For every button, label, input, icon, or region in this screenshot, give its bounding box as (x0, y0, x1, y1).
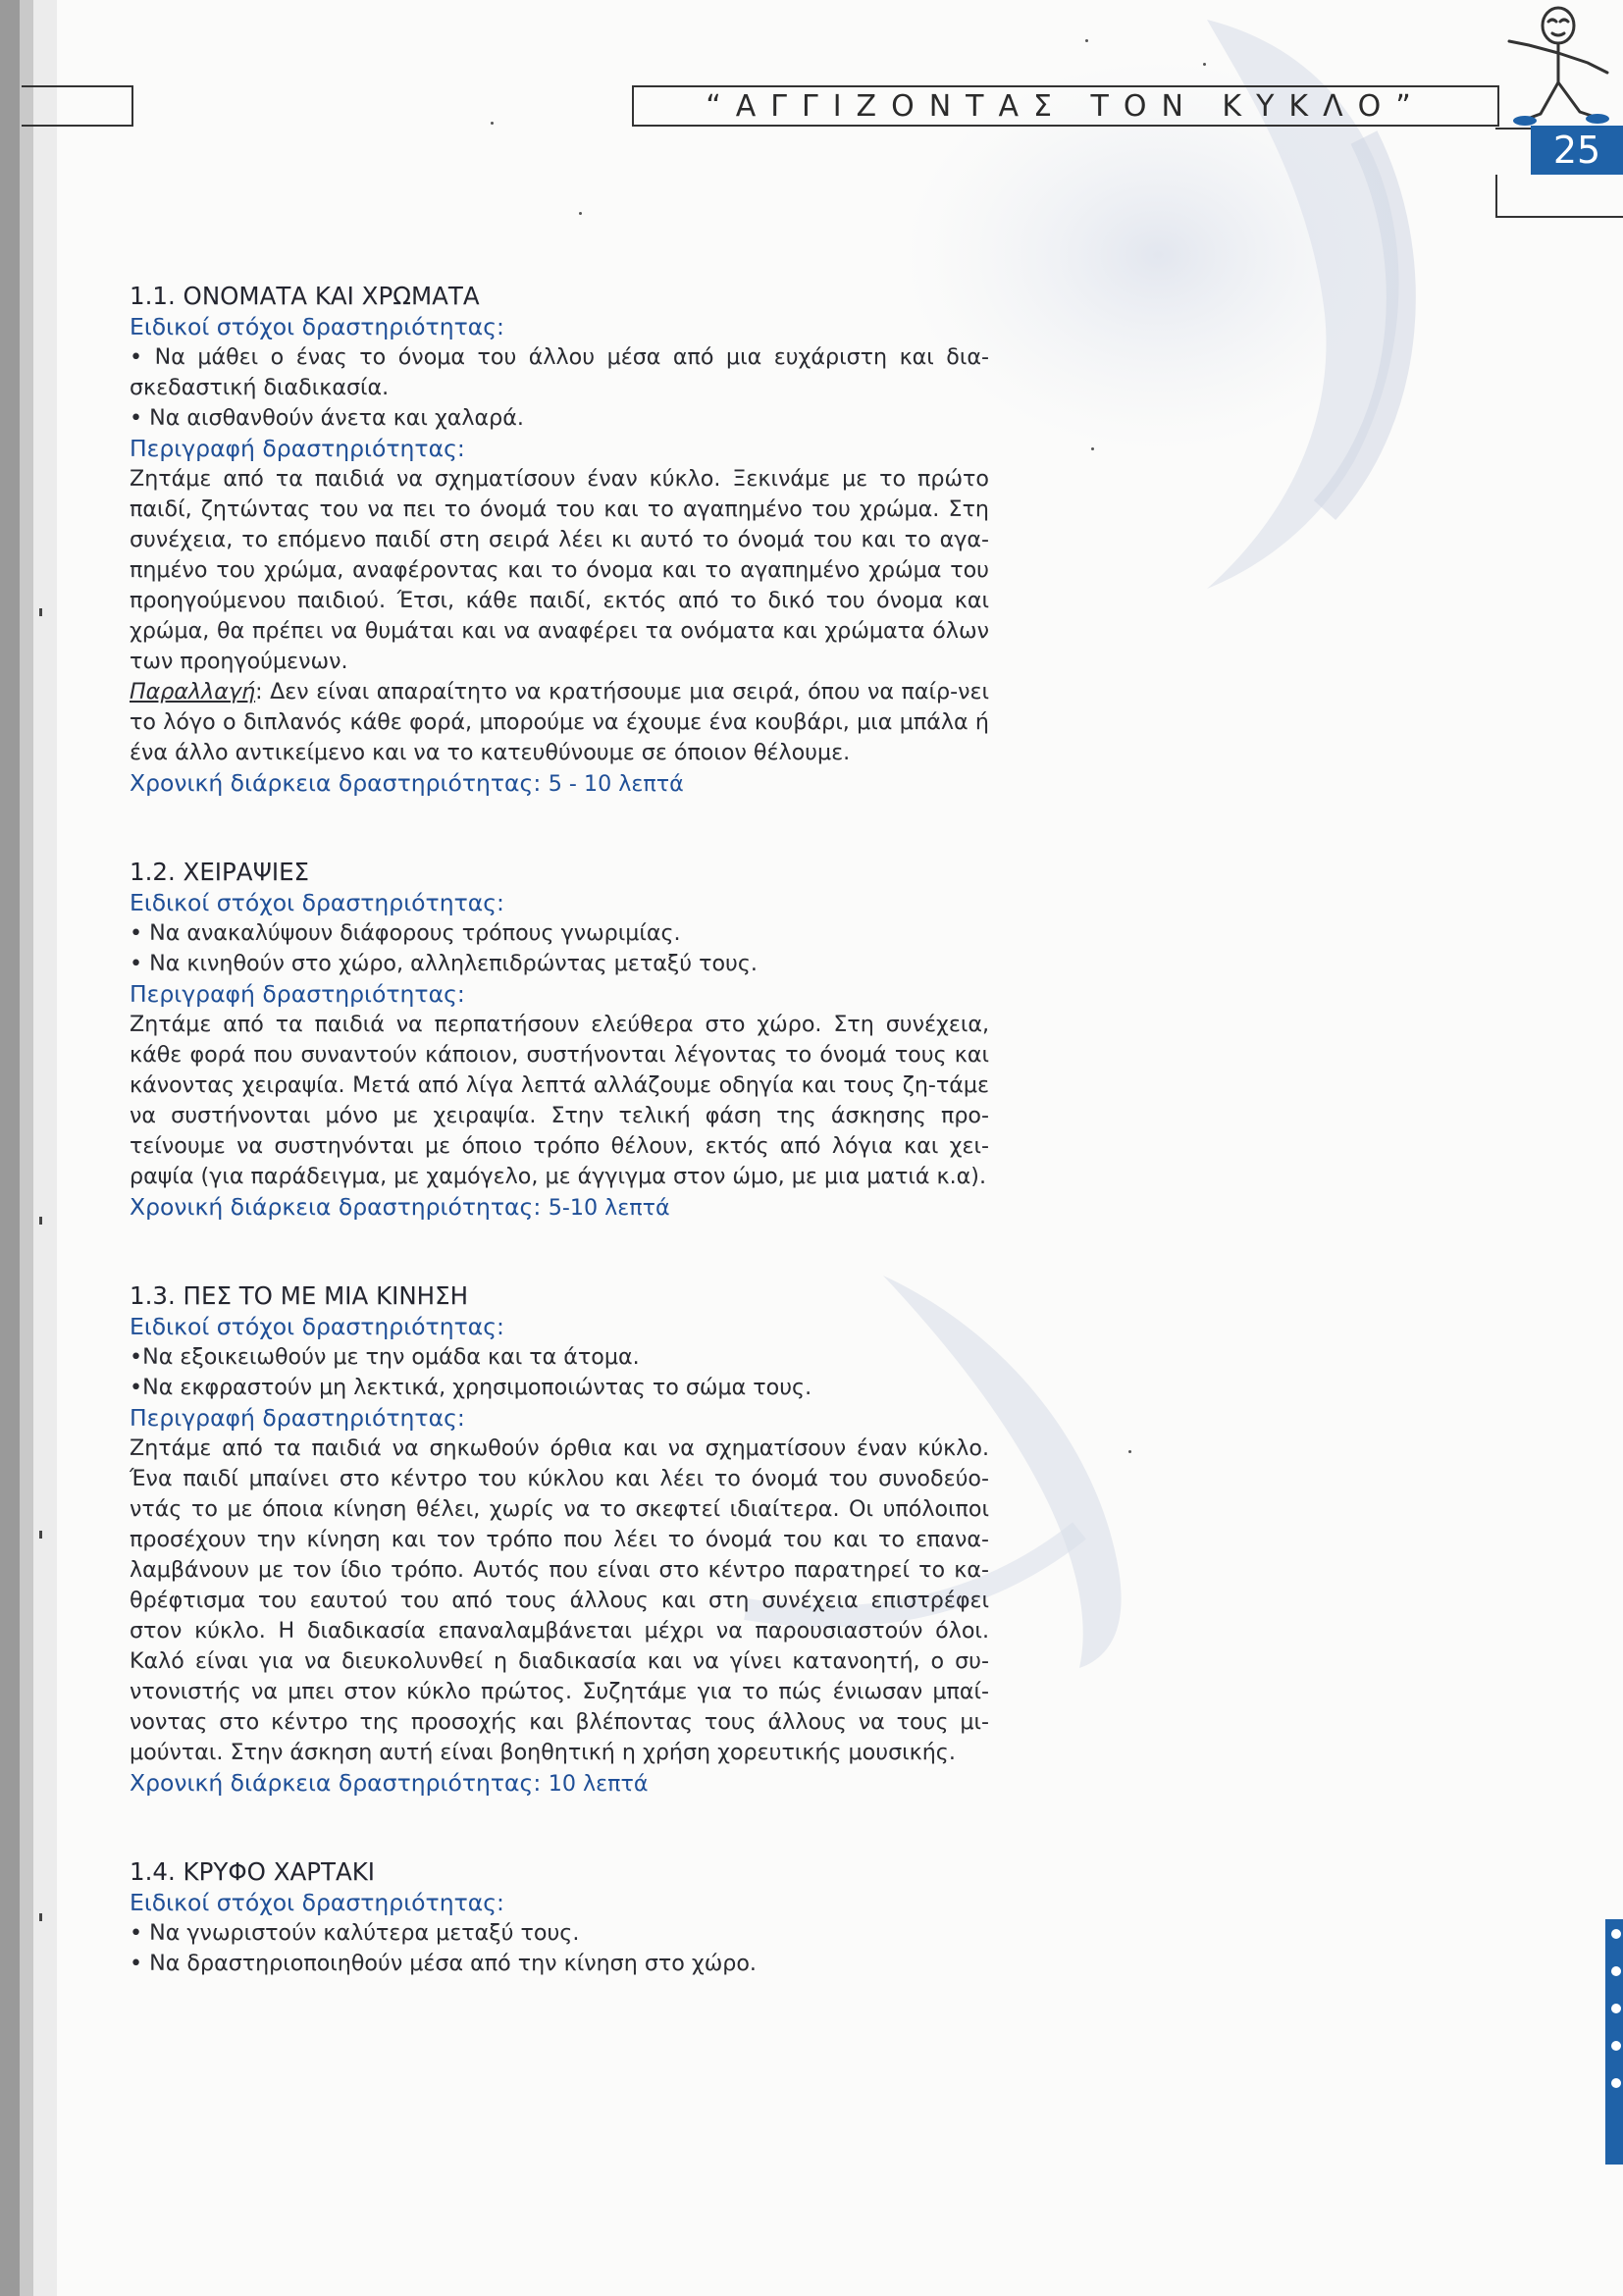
goal-item: • Να εκφραστούν μη λεκτικά, χρησιμοποιώντας το σώμα τους. (130, 1373, 989, 1403)
duration-value: 10 λεπτά (548, 1771, 649, 1797)
variation-text: : Δεν είναι απαραίτητο να κρατήσουμε μια σειρά, όπου να παίρ-νει το λόγο ο διπλανός κάθε φορά, μπορούμε να έχουμε ένα κουβάρι, μια μπάλα ή ένα άλλο αντικείμενο και να το κατευθύνουμε σε όποιον θέλουμε. (130, 679, 989, 765)
description-text: Ζητάμε από τα παιδιά να σηκωθούν όρθια και να σχηματίσουν έναν κύκλο. Ένα παιδί μπαίνει στο κέντρο του κύκλου και λέει το όνομά του συνοδεύο-ντάς το με όποια κίνηση θέλει, χωρίς να το σκεφτεί ιδιαίτερα. Οι υπόλοιποι προσέχουν την κίνηση και τον τρόπο που λέει το όνομά του και το επανα-λαμβάνουν με τον ίδιο τρόπο. Αυτός που είναι στο κέντρο παρατηρεί το κα-θρέφτισμα του εαυτού του από τους άλλους και στη συνέχεια επιστρέφει στον κύκλο. Η διαδικασία επαναλαμβάνεται μέχρι να παρουσιαστούν όλοι. Καλό είναι για να διευκολυνθεί η διαδικασία και να γίνει κατανοητή, ο συ-ντονιστής να μπει στον κύκλο πρώτος. Συζητάμε για το πώς ένιωσαν μπαί-νοντας στο κέντρο της προσοχής και βλέποντας τους άλλους να τους μι-μούνται. Στην άσκηση αυτή είναι βοηθητική η χρήση χορευτικής μουσικής. (130, 1435, 989, 1765)
description-text: Ζητάμε από τα παιδιά να σχηματίσουν έναν κύκλο. Ξεκινάμε με το πρώτο παιδί, ζητώντας του να πει το όνομά του και το αγαπημένο του χρώμα. Στη συνέχεια, το επόμενο παιδί στη σειρά λέει κι αυτό το όνομά του και το αγα-πημένο του χρώμα, αναφέροντας και το όνομα και το αγαπημένο χρώμα του προηγούμενου παιδιού. Έτσι, κάθε παιδί, εκτός από το δικό του όνομα και χρώμα, θα πρέπει να θυμάται και να αναφέρει τα ονόματα και χρώματα όλων των προηγούμενων. (130, 466, 989, 674)
duration-label: Χρονική διάρκεια δραστηριότητας: (130, 1769, 542, 1797)
side-chapter-tab (1605, 1919, 1623, 2165)
goals-label: Ειδικοί στόχοι δραστηριότητας: (130, 1313, 504, 1340)
description-label: Περιγραφή δραστηριότητας: (130, 980, 465, 1008)
goal-item: • Να γνωριστούν καλύτερα μεταξύ τους. (130, 1918, 989, 1949)
goal-item: • Να δραστηριοποιηθούν μέσα από την κίνηση στο χώρο. (130, 1949, 989, 1979)
goal-item: • Να αισθανθούν άνετα και χαλαρά. (130, 403, 989, 434)
goals-label: Ειδικοί στόχοι δραστηριότητας: (130, 1889, 504, 1916)
goal-item: • Να ανακαλύψουν διάφορους τρόπους γνωριμίας. (130, 918, 989, 949)
page-number: 25 (1552, 129, 1601, 172)
page-number-badge (1531, 126, 1623, 175)
section-title: 1.3. ΠΕΣ ΤΟ ΜΕ ΜΙΑ ΚΙΝΗΣΗ (130, 1281, 469, 1310)
goals-label: Ειδικοί στόχοι δραστηριότητας: (130, 889, 504, 916)
goal-item: • Να μάθει ο ένας το όνομα του άλλου μέσα από μια ευχάριστη και δια-σκεδαστική διαδικασία. (130, 342, 989, 403)
scan-binding-edge (0, 0, 57, 2296)
scan-speck (579, 212, 582, 215)
scan-speck (491, 122, 494, 125)
duration-line (130, 1192, 989, 1224)
description-label: Περιγραφή δραστηριότητας: (130, 435, 465, 462)
section-title: 1.2. ΧΕΙΡΑΨΙΕΣ (130, 858, 310, 886)
badge-frame-line (1495, 175, 1497, 218)
running-title: “ΑΓΓΙΖΟΝΤΑΣ ΤΟΝ ΚΥΚΛΟ” (706, 88, 1426, 124)
goal-item: • Να κινηθούν στο χώρο, αλληλεπιδρώντας μεταξύ τους. (130, 949, 989, 979)
variation-paragraph (130, 677, 989, 768)
scan-speck (1128, 1450, 1131, 1453)
goals-label: Ειδικοί στόχοι δραστηριότητας: (130, 313, 504, 340)
duration-label: Χρονική διάρκεια δραστηριότητας: (130, 1193, 542, 1221)
section-title: 1.4. ΚΡΥΦΟ ΧΑΡΤΑΚΙ (130, 1857, 376, 1886)
cartoon-figure-icon (1490, 4, 1623, 126)
activity-section (130, 1280, 989, 1800)
activity-section (130, 281, 989, 800)
header-left-frame (22, 85, 133, 127)
scan-speck (1203, 63, 1206, 66)
duration-label: Χρονική διάρκεια δραστηριότητας: (130, 769, 542, 797)
activity-section (130, 857, 989, 1224)
description-label: Περιγραφή δραστηριότητας: (130, 1404, 465, 1432)
variation-label: Παραλλαγή (130, 679, 256, 704)
duration-value: 5-10 λεπτά (548, 1195, 670, 1221)
badge-frame-line (1495, 216, 1623, 218)
section-title: 1.1. ΟΝΟΜΑΤΑ ΚΑΙ ΧΡΩΜΑΤΑ (130, 282, 480, 310)
duration-value: 5 - 10 λεπτά (548, 771, 684, 797)
description-text: Ζητάμε από τα παιδιά να περπατήσουν ελεύθερα στο χώρο. Στη συνέχεια, κάθε φορά που συναντούν κάποιον, συστήνονται λέγοντας το όνομά τους και κάνοντας χειραψία. Μετά από λίγα λεπτά αλλάζουμε οδηγία και τους ζη-τάμε να συστήνονται μόνο με χειραψία. Στην τελική φάση της άσκησης προ-τείνουμε να συστηνόνται με όποιο τρόπο θέλουν, εκτός από λόγια και χει-ραψία (για παράδειγμα, με χαμόγελο, με άγγιγμα στον ώμο, με μια ματιά κ.α). (130, 1012, 989, 1189)
duration-line (130, 1768, 989, 1800)
activity-section (130, 1856, 989, 1979)
page-body (130, 281, 989, 2036)
scan-speck (1091, 447, 1094, 450)
goal-item: • Να εξοικειωθούν με την ομάδα και τα άτομα. (130, 1342, 989, 1373)
duration-line (130, 768, 989, 800)
scan-speck (1085, 39, 1088, 42)
running-header (632, 85, 1499, 127)
